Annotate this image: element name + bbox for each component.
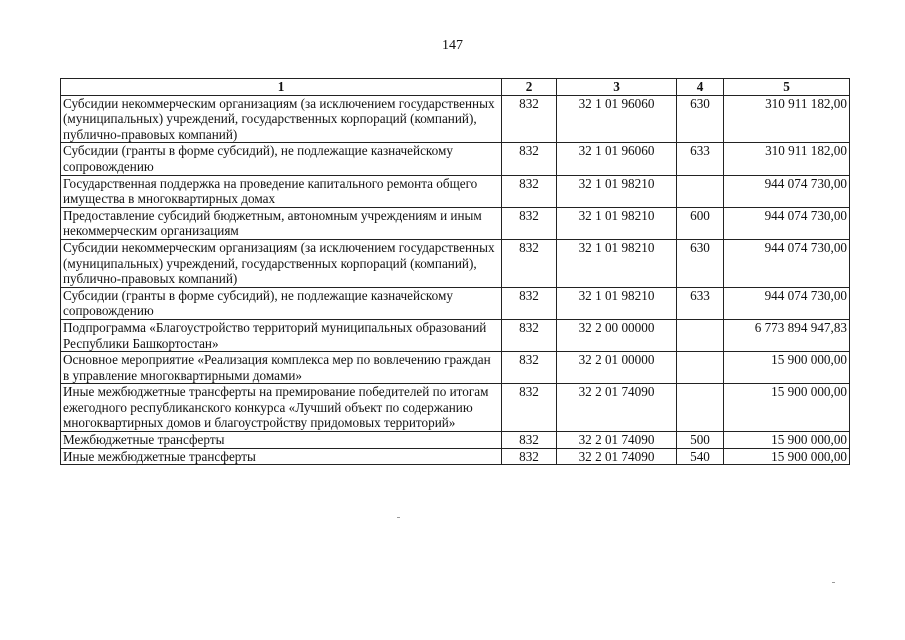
- row-code4-cell: [677, 352, 724, 384]
- row-name-cell: Основное мероприятие «Реализация комплекса мер по вовлечению граждан в управление многоквартирными домами»: [61, 352, 502, 384]
- row-code4-cell: 500: [677, 432, 724, 449]
- row-code4-cell: 630: [677, 95, 724, 143]
- row-amount-cell: 15 900 000,00: [724, 448, 850, 465]
- row-code2-cell: 832: [502, 143, 557, 175]
- row-code2-cell: 832: [502, 239, 557, 287]
- row-name-cell: Субсидии (гранты в форме субсидий), не подлежащие казначейскому сопровождению: [61, 143, 502, 175]
- row-code3-cell: 32 2 01 74090: [557, 432, 677, 449]
- row-name-cell: Субсидии некоммерческим организациям (за исключением государственных (муниципальных) учреждений, государственных корпораций (компаний), публично-правовых компаний): [61, 95, 502, 143]
- table-row: [61, 432, 850, 449]
- column-header-3: 3: [557, 79, 677, 96]
- row-name-cell: Субсидии (гранты в форме субсидий), не подлежащие казначейскому сопровождению: [61, 287, 502, 319]
- row-code3-cell: 32 2 00 00000: [557, 319, 677, 351]
- column-header-4: 4: [677, 79, 724, 96]
- column-header-5: 5: [724, 79, 850, 96]
- row-name-cell: Подпрограмма «Благоустройство территорий муниципальных образований Республики Башкортостан»: [61, 319, 502, 351]
- row-code2-cell: 832: [502, 448, 557, 465]
- row-name-cell: Государственная поддержка на проведение капитального ремонта общего имущества в многоквартирных домах: [61, 175, 502, 207]
- row-code2-cell: 832: [502, 207, 557, 239]
- row-amount-cell: 944 074 730,00: [724, 175, 850, 207]
- table-row: [61, 239, 850, 287]
- row-code4-cell: 633: [677, 143, 724, 175]
- table-row: [61, 143, 850, 175]
- row-amount-cell: 944 074 730,00: [724, 207, 850, 239]
- column-header-2: 2: [502, 79, 557, 96]
- row-amount-cell: 944 074 730,00: [724, 287, 850, 319]
- row-code2-cell: 832: [502, 319, 557, 351]
- row-code4-cell: 540: [677, 448, 724, 465]
- row-code2-cell: 832: [502, 352, 557, 384]
- row-code2-cell: 832: [502, 384, 557, 432]
- table-row: [61, 384, 850, 432]
- row-code4-cell: [677, 319, 724, 351]
- row-name-cell: Иные межбюджетные трансферты: [61, 448, 502, 465]
- table-body: [61, 95, 850, 465]
- row-code2-cell: 832: [502, 287, 557, 319]
- row-name-cell: Иные межбюджетные трансферты на премирование победителей по итогам ежегодного республиканского конкурса «Лучший объект по содержанию многоквартирных домов и благоустройству придомовых территорий»: [61, 384, 502, 432]
- row-code4-cell: 600: [677, 207, 724, 239]
- table-header-row: [61, 79, 850, 96]
- row-amount-cell: 310 911 182,00: [724, 95, 850, 143]
- row-code3-cell: 32 2 01 00000: [557, 352, 677, 384]
- row-amount-cell: 15 900 000,00: [724, 432, 850, 449]
- row-code3-cell: 32 2 01 74090: [557, 448, 677, 465]
- table-row: [61, 175, 850, 207]
- row-code4-cell: [677, 384, 724, 432]
- row-code3-cell: 32 2 01 74090: [557, 384, 677, 432]
- column-header-1: 1: [61, 79, 502, 96]
- budget-table: [60, 78, 850, 465]
- table-row: [61, 448, 850, 465]
- table-row: [61, 287, 850, 319]
- row-amount-cell: 15 900 000,00: [724, 384, 850, 432]
- row-name-cell: Субсидии некоммерческим организациям (за исключением государственных (муниципальных) учреждений, государственных корпораций (компаний), публично-правовых компаний): [61, 239, 502, 287]
- row-code4-cell: 630: [677, 239, 724, 287]
- table-row: [61, 95, 850, 143]
- row-name-cell: Межбюджетные трансферты: [61, 432, 502, 449]
- row-code4-cell: 633: [677, 287, 724, 319]
- row-amount-cell: 6 773 894 947,83: [724, 319, 850, 351]
- row-code2-cell: 832: [502, 432, 557, 449]
- scan-speck: [397, 517, 400, 518]
- row-code3-cell: 32 1 01 98210: [557, 287, 677, 319]
- row-amount-cell: 310 911 182,00: [724, 143, 850, 175]
- row-code2-cell: 832: [502, 175, 557, 207]
- row-code3-cell: 32 1 01 98210: [557, 239, 677, 287]
- row-code3-cell: 32 1 01 98210: [557, 175, 677, 207]
- row-amount-cell: 944 074 730,00: [724, 239, 850, 287]
- table-row: [61, 352, 850, 384]
- page-number: 147: [442, 38, 463, 53]
- row-code2-cell: 832: [502, 95, 557, 143]
- row-amount-cell: 15 900 000,00: [724, 352, 850, 384]
- scan-speck: [832, 582, 835, 583]
- row-code3-cell: 32 1 01 96060: [557, 95, 677, 143]
- row-name-cell: Предоставление субсидий бюджетным, автономным учреждениям и иным некоммерческим организациям: [61, 207, 502, 239]
- table-row: [61, 207, 850, 239]
- row-code3-cell: 32 1 01 96060: [557, 143, 677, 175]
- row-code3-cell: 32 1 01 98210: [557, 207, 677, 239]
- row-code4-cell: [677, 175, 724, 207]
- table-row: [61, 319, 850, 351]
